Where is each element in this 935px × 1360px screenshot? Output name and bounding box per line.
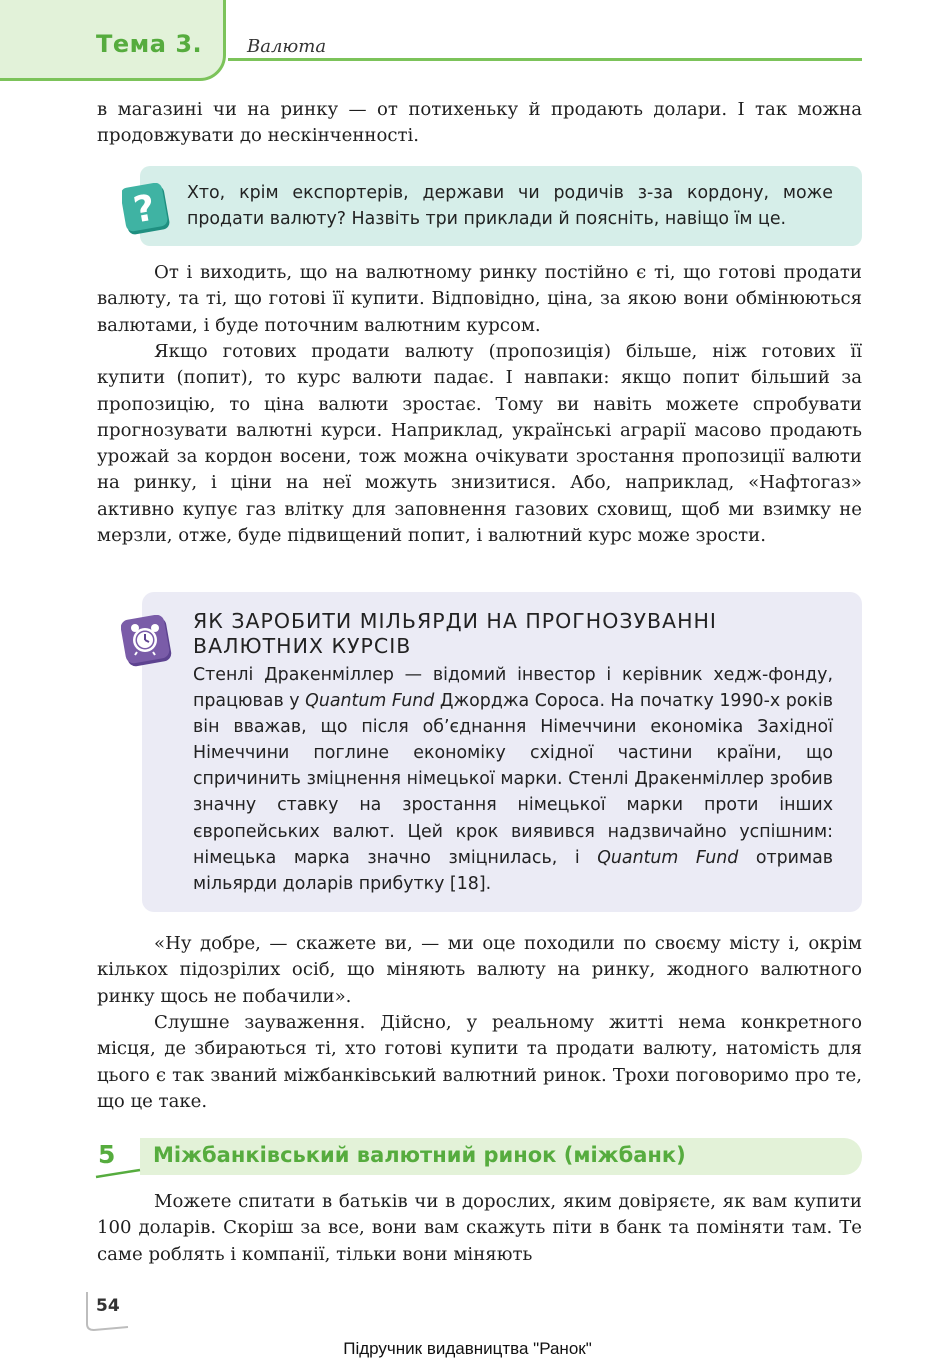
question-text: Хто, крім експортерів, держави чи родичів з-за кордону, може продати валюту? Назвіть три приклади й поясніть, навіщо їм це.	[187, 183, 833, 230]
publisher-footer: Підручник видавництва "Ранок"	[343, 1339, 592, 1358]
page-number: 54	[96, 1296, 120, 1316]
paragraph-market: От і виходить, що на валютному ринку постійно є ті, що готові продати валюту, та ті, що готові її купити. Відповідно, ціна, за якою вони обмінюються валютами, і буде поточним валютним курсом.	[97, 262, 862, 336]
paragraph-intro: в магазині чи на ринку — от потихеньку й продають долари. І так можна продовжувати до нескінченності.	[97, 99, 862, 147]
section-underline	[94, 1168, 144, 1180]
theme-label: Тема 3.	[96, 30, 203, 58]
paragraph-interbank: Слушне зауваження. Дійсно, у реальному житті нема конкретного місця, де збираються ті, хто готові купити та продати валюту, натомість для цього є так званий міжбанківський валютний ринок. Трохи поговоримо про те, що це таке.	[97, 1012, 862, 1112]
topic-label: Валюта	[247, 36, 327, 57]
paragraph-quote: «Ну добре, — скажете ви, — ми оце походили по своєму місту і, окрім кількох підозрілих осіб, що міняють валюту на ринку, жодного валютного ринку щось не побачили».	[97, 933, 862, 1007]
fund-name: Quantum Fund	[305, 691, 435, 712]
paragraph-supply-demand: Якщо готових продати валюту (пропозиція) більше, ніж готових її купити (попит), то курс валюти падає. І навпаки: якщо попит більший за пропозицію, то ціна валюти зростає. Тому ви навіть можете спробувати прогнозувати валютні курси. Наприклад, українські аграрії масово продають урожай за кордон восени, тож можна очікувати зростання пропозиції валюти на ринку, і ціни на неї можуть знизитися. Або, наприклад, «Нафтогаз» активно купує газ влітку для заповнення газових сховищ, щоб ми взимку не мерзли, отже, буде підвищений попит, і валютний курс може зрости.	[97, 341, 862, 547]
section-title: Міжбанківський валютний ринок (міжбанк)	[153, 1143, 686, 1167]
svg-text:?: ?	[130, 187, 159, 232]
paragraph-buying-dollars: Можете спитати в батьків чи в дорослих, яким довіряєте, як вам купити 100 доларів. Скоріш за все, вони вам скажуть піти в банк та поміняти там. Те саме роблять і компанії, тільки вони міняють	[97, 1191, 862, 1265]
fund-name: Quantum Fund	[597, 847, 739, 868]
question-icon	[122, 183, 172, 235]
info-box-title: ЯК ЗАРОБИТИ МІЛЬЯРДИ НА ПРОГНОЗУВАННІ ВАЛЮТНИХ КУРСІВ	[193, 609, 717, 658]
alarm-clock-icon	[121, 615, 175, 667]
header-divider	[228, 58, 862, 61]
section-number: 5	[98, 1140, 116, 1169]
info-box-text: Стенлі Дракенміллер — відомий інвестор і керівник хедж-фонду, працював у Quantum Fund Джорджа Сороса. На початку 1990-х років він вважав, що після об’єднання Німеччини економіка Західної Німеччини поглине економіку східної частини країни, що спричинить зміцнення німецької марки. Стенлі Дракенміллер зробив значну ставку на зростання німецької марки проти інших європейських валют. Цей крок виявився надзвичайно успішним: німецька марка значно зміцнилась, і Quantum Fund отримав мільярди доларів прибутку [18].	[193, 665, 833, 894]
